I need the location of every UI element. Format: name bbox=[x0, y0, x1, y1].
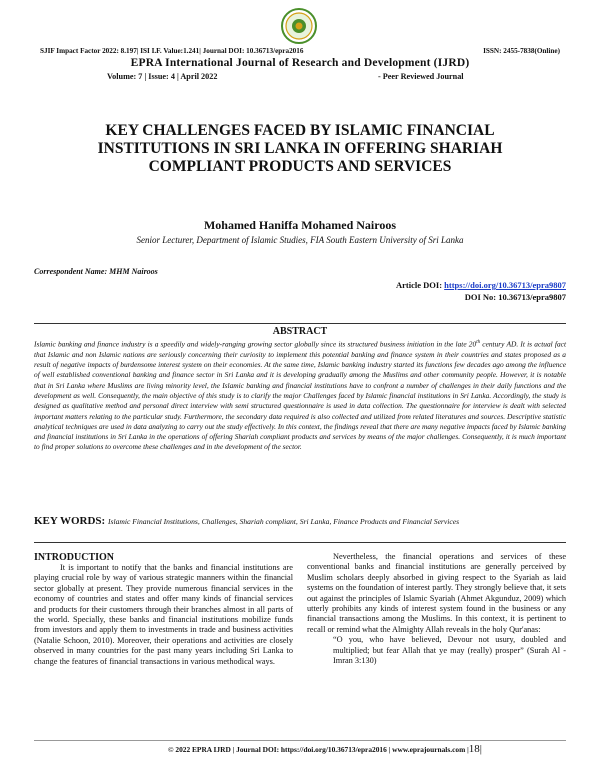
keywords bbox=[34, 516, 566, 527]
article-doi-label: Article DOI: bbox=[396, 280, 445, 290]
introduction-heading: INTRODUCTION bbox=[34, 552, 115, 563]
title-line: INSTITUTIONS IN SRI LANKA IN OFFERING SHARIAH bbox=[97, 140, 503, 157]
page-number: 18 bbox=[468, 743, 480, 755]
peer-reviewed-label: - Peer Reviewed Journal bbox=[378, 72, 464, 81]
article-doi bbox=[396, 280, 566, 290]
doi-number: DOI No: 10.36713/epra9807 bbox=[464, 292, 566, 302]
impact-factor-text: SJIF Impact Factor 2022: 8.197| ISI I.F. Value:1.241| Journal DOI: 10.36713/epra2016 bbox=[40, 47, 304, 55]
keywords-text: Islamic Financial Institutions, Challenges, Shariah compliant, Sri Lanka, Finance Products and Financial Services bbox=[107, 517, 460, 526]
abstract-heading: ABSTRACT bbox=[272, 326, 328, 337]
volume-info: Volume: 7 | Issue: 4 | April 2022 bbox=[107, 72, 218, 81]
journal-logo bbox=[281, 8, 317, 44]
issn-text: ISSN: 2455-7838(Online) bbox=[483, 47, 560, 55]
abstract-top-rule bbox=[34, 323, 566, 324]
abstract-text-part: century AD. It is actual fact that Islamic and non Islamic nations are seriously concerning their curiosity to implement this potential banking and finance system in their countries and states proposed as a result of negative impacts of burdensome interest system on their economies. At the same time, Islamic banking industry started its functions few decades ago among the influence of well established conventional banking and finance sector in Sri Lanka and it is developing gradually among the Muslims and other community people. However, it is notable that in Sri Lanka where Muslims are living minority level, the Islamic banking and financial institutions have to confront a number of challenges in their daily functions and the development as well. Consequently, the main objective of this study is to clarify the major Challenges faced by Islamic financial institutions in Sri Lanka. Accordingly, the study is designed as qualitative method and personal direct interview with semi structured questionnaire is used in data collection. The questionnaire for interview is dealt with selected important matters relating to the particular study. Furthermore, the secondary data required is also collected and utilized from related literatures and sources. Descriptive statistic analytical techniques are used in data analyzing to carry out the study effectively. In this context, the findings reveal that there are many negative impacts faced by Islamic banking and financial institutions in Sri Lanka in the operations of offering Shariah compliant products and services by means of the major challenges. Consequently, it is much important to find proper solutions to overcome these challenges and in the development of the sector. bbox=[34, 339, 567, 452]
paper-title bbox=[20, 122, 580, 176]
page-footer bbox=[168, 743, 482, 755]
footer-rule bbox=[34, 740, 566, 741]
abstract-text-part: Islamic banking and finance industry is a speedily and widely-ranging growing sector globally since its structured business initiation in the late 20 bbox=[34, 339, 477, 349]
abstract-bottom-rule bbox=[34, 542, 566, 543]
journal-meta-line bbox=[40, 47, 560, 55]
author-name: Mohamed Haniffa Mohamed Nairoos bbox=[203, 218, 397, 232]
abstract-superscript: th bbox=[476, 340, 481, 345]
journal-name: EPRA International Journal of Research and Development (IJRD) bbox=[130, 57, 470, 69]
correspondent-name: Correspondent Name: MHM Nairoos bbox=[34, 267, 158, 276]
intro-paragraph: Nevertheless, the financial operations and services of these conventional banks and financial institutions are generally perceived by Muslim scholars deeply absorbed in giving respect to the Syariah as laid systems on the foundation of interest partly. They strongly believe that, it sets out against the principles of Islamic Syariah (Ahmet Akgunduz, 2009) which utterly prohibits any kinds of interest system found in the business or any financial transactions among the Muslims. In this context, it is pertinent to recall or remind what the Almighty Allah reveals in the holy Qur'anas: bbox=[307, 552, 566, 634]
body-column-left bbox=[34, 563, 293, 667]
intro-paragraph: It is important to notify that the banks and financial institutions are playing crucial role by way of various strategic manners within the financial sector globally at present. They provide numerous financial services in the economy of countries and states and offer many kinds of financial services and products for their customers through their branches almost in all parts of the world. Specially, these banks and financial institutions mobilize funds from investors and apply them to investments in trade and business activities (Natalie Schoon, 2010). Moreover, their operations and activities are closely observed in many countries for the past many years including Sri Lanka to change the features of financial transactions in various methodical ways. bbox=[34, 563, 293, 666]
body-column-right bbox=[307, 552, 566, 666]
title-line: KEY CHALLENGES FACED BY ISLAMIC FINANCIAL bbox=[105, 122, 495, 139]
footer-text: © 2022 EPRA IJRD | Journal DOI: https://doi.org/10.36713/epra2016 | www.eprajournals.com | bbox=[168, 745, 469, 754]
footer-end-bar: | bbox=[479, 743, 482, 755]
keywords-label: KEY WORDS: bbox=[34, 515, 108, 527]
abstract-text bbox=[34, 338, 566, 453]
quran-quote: “O you, who have believed, Devour not usury, doubled and multiplied; but fear Allah that ye may (really) prosper” (Surah Al - Imran 3:130) bbox=[333, 635, 566, 666]
article-doi-link[interactable]: https://doi.org/10.36713/epra9807 bbox=[444, 280, 566, 290]
author-affiliation: Senior Lecturer, Department of Islamic Studies, FIA South Eastern University of Sri Lanka bbox=[136, 235, 464, 245]
title-line: COMPLIANT PRODUCTS AND SERVICES bbox=[148, 158, 452, 175]
